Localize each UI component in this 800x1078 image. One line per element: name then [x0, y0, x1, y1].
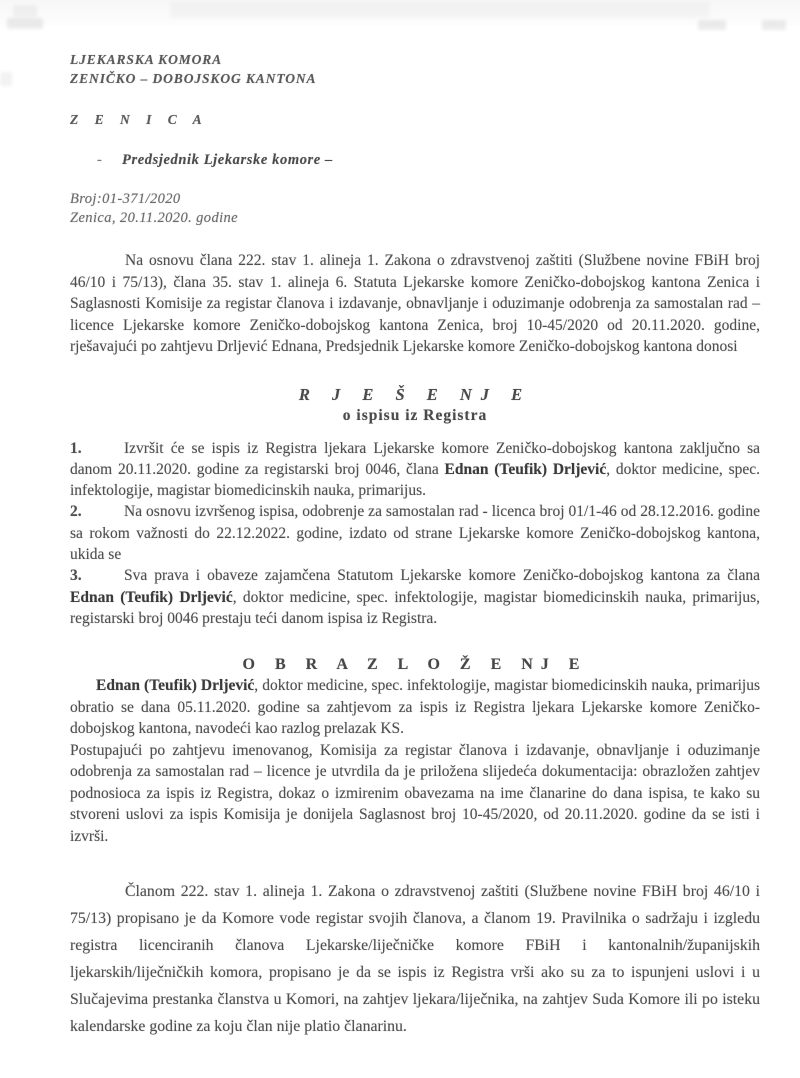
decision-subtitle: o ispisu iz Registra: [342, 406, 488, 424]
decision-item-1: [70, 438, 760, 502]
preamble-paragraph: Na osnovu člana 222. stav 1. alineja 1. Zakona o zdravstvenoj zaštiti (Službene novine FBiH broj 46/10 i 75/13), člana 35. stav 1. alineja 6. Statuta Ljekarske komore Zeničko-dobojskog kantona Zenica i Saglasnosti Komisije za registar članova i izdavanje, obnavljanje i oduzimanje odobrenja za samostalan rad – licence Ljekarske komore Zeničko-dobojskog kantona Zenica, broj 10-45/2020 od 20.11.2020. godine, rješavajući po zahtjevu Drljević Ednana, Predsjednik Ljekarske komore Zeničko-dobojskog kantona donosi: [70, 252, 760, 355]
item-number: 1.: [70, 439, 82, 457]
decision-title: R J E Š E NJ E: [298, 384, 532, 404]
rationale-paragraph-3: Članom 222. stav 1. alineja 1. Zakona o zdravstvenoj zaštiti (Službene novine FBiH broj 46/10 i 75/13) propisano je da Komore vode registar svojih članova, a članom 19. Pravilnika o sadržaju i izgledu registra licenciranih članova Ljekarske/liječničke komore FBiH i kantonalnih/županijskih ljekarskih/liječničkih komora, propisano je da se ispis iz Registra vrši ako su za to ispunjeni uslovi i u Slučajevima prestanka članstva u Komori, na zahtjev ljekara/liječnika, na zahtjev Suda Komore ili po isteku kalendarske godine za koju član nije platio članarinu.: [70, 883, 760, 1036]
item-text: , doktor medicine, spec. infektologije, magistar biomedicinskih nauka, primarijus, registarski broj 0046 prestaju teći danom ispisa iz Registra.: [70, 588, 760, 627]
item-text: Sva prava i obaveze zajamčena Statutom Ljekarske komore Zeničko-dobojskog kantona za člana: [124, 567, 760, 585]
item-text: Izvršit će se ispis iz Registra ljekara Ljekarske komore Zeničko-dobojskog kantona zaključno sa danom 20.11.2020. godine za registarski broj 0046, člana: [70, 439, 760, 478]
rationale-title: O B R A Z L O Ž E NJ E: [242, 656, 588, 674]
item-number: 3.: [70, 567, 82, 585]
member-name: Ednan (Teufik) Drljević: [70, 588, 233, 606]
org-name-line1: LJEKARSKA KOMORA: [70, 52, 223, 67]
document-content: [70, 0, 760, 1040]
item-number: 2.: [70, 503, 82, 521]
rationale-paragraph-1: [70, 675, 760, 740]
addressee-title: Predsjednik Ljekarske komore –: [122, 152, 333, 168]
rationale-text: , doktor medicine, spec. infektologije, magistar biomedicinskih nauka, primarijus obratio se dana 05.11.2020. godine sa zahtjevom za ispis iz Registra ljekara Ljekarske komore Zeničko-dobojskog kantona, navodeći kao razlog prelazak KS.: [70, 677, 760, 738]
rationale-paragraph-2: Postupajući po zahtjevu imenovanog, Komisija za registar članova i izdavanje, obnavljanje i oduzimanje odobrenja za samostalan rad – licence je utvrdila da je priložena slijedeća dokumentacija: obrazložen zahtjev podnosioca za ispis iz Registra, dokaz o izmirenim obavezama na ime članarine do dana ispisa, te kako su stvoreni uslovi za ispis Komisija je donijela Saglasnost broj 10-45/2020, od 20.11.2020. godine da se isti i izvrši.: [70, 741, 760, 845]
scan-smudge: [0, 72, 12, 86]
member-name: Ednan (Teufik) Drljević: [96, 677, 255, 695]
scan-smudge: [13, 5, 37, 17]
reference-block: [70, 190, 760, 227]
decision-item-2: [70, 501, 760, 565]
item-text: Na osnovu izvršenog ispisa, odobrenje za samostalan rad - licenca broj 01/1-46 od 28.12.2016. godine sa rokom važnosti do 22.12.2022. godine, izdato od strane Ljekarske komore Zeničko-dobojskog kantona, ukida se: [70, 503, 760, 563]
decision-items: [70, 438, 760, 630]
member-name: Ednan (Teufik) Drljević: [444, 460, 607, 478]
scan-smudge: [762, 20, 786, 30]
decision-item-3: [70, 565, 760, 629]
letterhead: [70, 50, 760, 88]
addressee-line: [70, 152, 760, 169]
scan-smudge: [7, 18, 43, 29]
org-name-line2: ZENIČKO – DOBOJSKOG KANTONA: [70, 71, 317, 86]
reference-number: Broj:01-371/2020: [70, 191, 181, 207]
letterhead-city: Z E N I C A: [70, 112, 209, 127]
item-text: , doktor medicine, spec. infektologije, magistar biomedicinskih nauka, primarijus.: [70, 460, 760, 500]
dash-bullet: -: [97, 152, 103, 168]
place-date-line: Zenica, 20.11.2020. godine: [70, 209, 239, 226]
